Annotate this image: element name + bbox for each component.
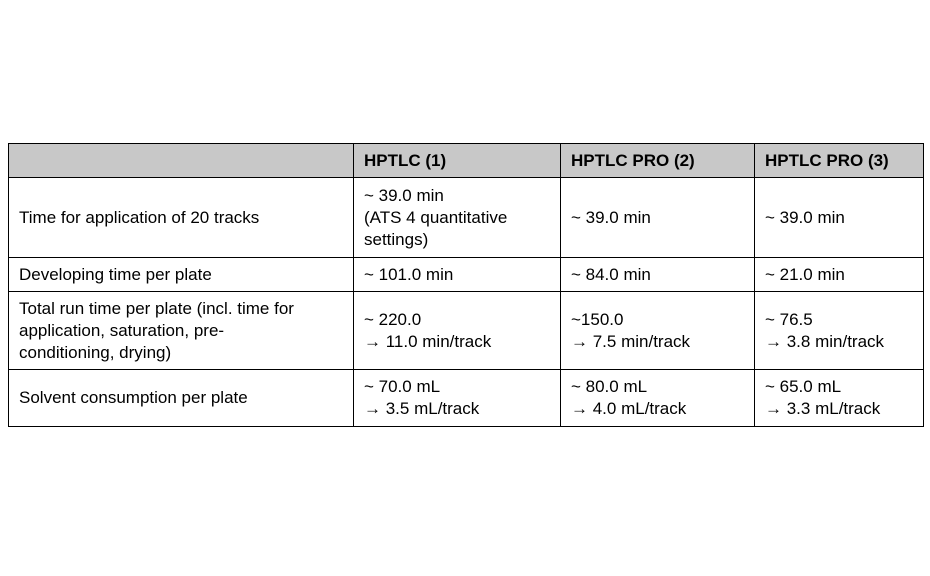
cell-line: → 3.3 mL/track [765,399,881,418]
table-row [9,258,924,292]
table-row [9,178,924,258]
header-hptlc-1: HPTLC (1) [354,144,561,178]
cell-line: ~ 21.0 min [765,264,845,284]
table-row [9,292,924,370]
table-cell [561,370,755,427]
table-cell [755,370,924,427]
table-cell [354,178,561,258]
row-label: Time for application of 20 tracks [9,178,354,258]
cell-line: (ATS 4 quantitative [364,207,508,227]
cell-line: settings) [364,229,429,249]
header-hptlc-pro-2: HPTLC PRO (2) [561,144,755,178]
row-label: Developing time per plate [9,258,354,292]
cell-line: ~ 39.0 min [765,207,845,227]
table-cell [755,258,924,292]
table-cell [755,178,924,258]
cell-line: → 3.5 mL/track [364,399,480,418]
cell-line: → 4.0 mL/track [571,399,687,418]
cell-line: ~ 70.0 mL [364,377,441,396]
header-empty-cell [9,144,354,178]
table-cell [561,292,755,370]
cell-line: → 7.5 min/track [571,331,691,351]
table-cell [354,370,561,427]
cell-line: ~ 220.0 [364,309,422,329]
table-cell [755,292,924,370]
label-line: Total run time per plate (incl. time for [19,298,294,318]
table-row [9,370,924,427]
cell-line: ~ 80.0 mL [571,377,648,396]
cell-line: ~ 65.0 mL [765,377,842,396]
cell-line: ~ 101.0 min [364,264,454,284]
cell-line: ~150.0 [571,309,624,329]
cell-line: ~ 39.0 min [364,185,444,205]
row-label [9,292,354,370]
label-line: conditioning, drying) [19,342,172,362]
table-cell [561,258,755,292]
comparison-table [8,143,924,427]
label-line: application, saturation, pre- [19,320,225,340]
header-hptlc-pro-3: HPTLC PRO (3) [755,144,924,178]
table-cell [561,178,755,258]
table-cell [354,258,561,292]
row-label: Solvent consumption per plate [9,370,354,427]
cell-line: ~ 76.5 [765,309,813,329]
cell-line: → 3.8 min/track [765,331,885,351]
header-row [9,144,924,178]
table-cell [354,292,561,370]
cell-line: ~ 84.0 min [571,264,651,284]
cell-line: ~ 39.0 min [571,207,651,227]
cell-line: → 11.0 min/track [364,331,492,351]
